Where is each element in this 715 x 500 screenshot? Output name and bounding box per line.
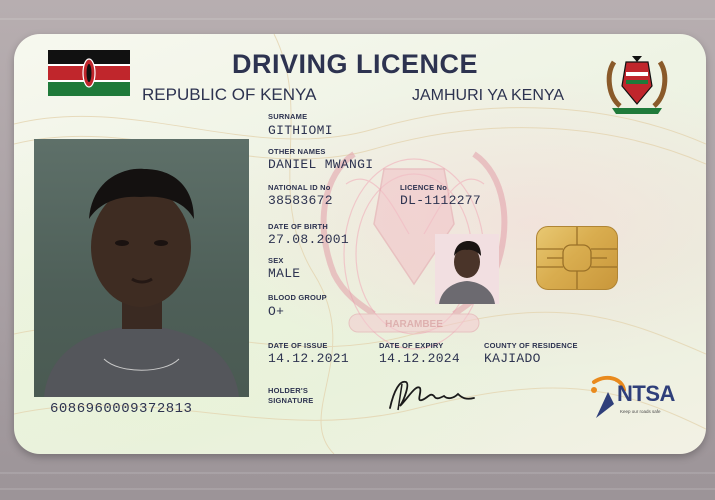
ntsa-tagline: Keep our roads safe [620,409,661,414]
other-names-value: DANIEL MWANGI [268,157,374,172]
smart-chip [536,226,618,290]
seal-motto: HARAMBEE [385,319,443,330]
wood-grain [0,488,715,490]
blood-group-value: O+ [268,304,285,319]
dob-value: 27.08.2001 [268,232,350,247]
surname-label: SURNAME [268,112,308,121]
sex-label: SEX [268,256,284,265]
country-english: REPUBLIC OF KENYA [142,85,317,104]
licence-no-label: LICENCE No [400,183,447,192]
surname-value: GITHIOMI [268,123,333,138]
national-id-label: NATIONAL ID No [268,183,331,192]
wood-grain [0,472,715,474]
card-number: 6086960009372813 [50,401,193,417]
blood-group-label: BLOOD GROUP [268,293,327,302]
driving-licence-card [14,34,706,454]
sex-value: MALE [268,266,301,281]
card-title: DRIVING LICENCE [232,49,479,79]
dob-label: DATE OF BIRTH [268,222,328,231]
national-id-value: 38583672 [268,193,333,208]
country-swahili: JAMHURI YA KENYA [412,87,565,104]
chip-contacts [537,227,617,289]
county-label: COUNTY OF RESIDENCE [484,341,578,350]
other-names-label: OTHER NAMES [268,147,326,156]
expiry-date-label: DATE OF EXPIRY [379,341,444,350]
holder-signature [382,370,482,420]
expiry-date-value: 14.12.2024 [379,351,461,366]
wood-grain [0,18,715,20]
ghost-portrait [435,234,499,304]
coat-of-arms-icon [602,52,672,116]
ghost-photo [435,234,499,304]
issue-date-label: DATE OF ISSUE [268,341,328,350]
kenya-flag [48,50,130,96]
issue-date-value: 14.12.2021 [268,351,350,366]
county-value: KAJIADO [484,351,541,366]
signature-label-line1: HOLDER'S [268,386,309,395]
holder-photo [34,139,249,397]
holder-portrait [34,139,249,397]
signature-label-line2: SIGNATURE [268,396,314,405]
ntsa-logo-text: NTSA [617,381,675,406]
licence-no-value: DL-1112277 [400,193,482,208]
